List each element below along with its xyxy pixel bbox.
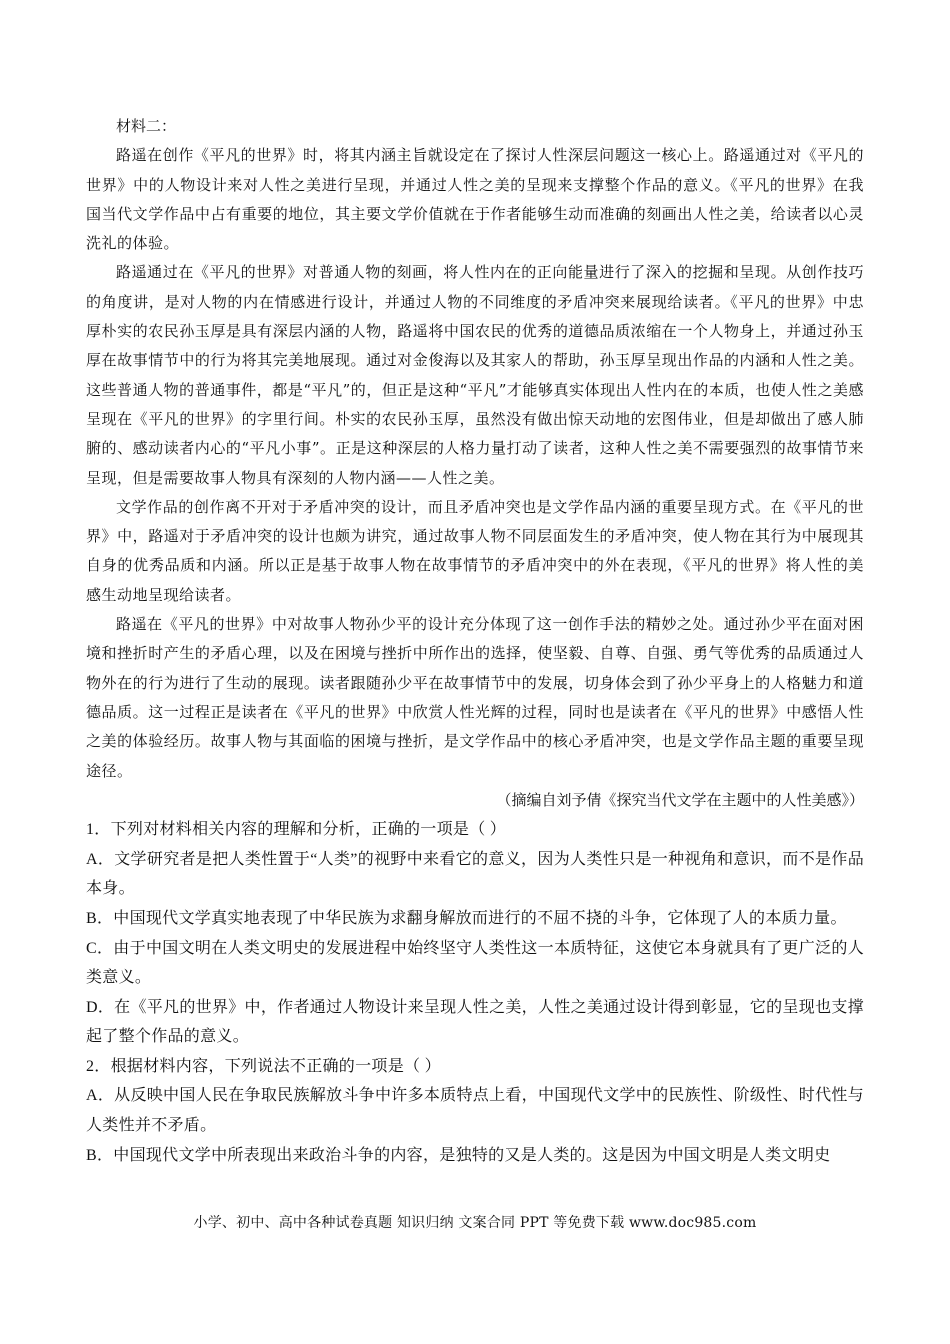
option-b: B．中国现代文学真实地表现了中华民族为求翻身解放而进行的不屈不挠的斗争，它体现了人的本质力量。	[86, 909, 847, 927]
paragraph-2: 路遥通过在《平凡的世界》对普通人物的刻画，将人性内在的正向能量进行了深入的挖掘和呈现。从创作技巧的角度讲，是对人物的内在情感进行设计，并通过人物的不同维度的矛盾冲突来展现给读者。《平凡的世界》中忠厚朴实的农民孙玉厚是具有深层内涵的人物，路遥将中国农民的优秀的道德品质浓缩在一个人物身上，并通过孙玉厚在故事情节中的行为将其完美地展现。通过对金俊海以及其家人的帮助，孙玉厚呈现出作品的内涵和人性之美。这些普通人物的普通事件，都是“平凡”的，但正是这种“平凡”才能够真实体现出人性内在的本质，也使人性之美感呈现在《平凡的世界》的字里行间。朴实的农民孙玉厚，虽然没有做出惊天动地的宏图伟业，但是却做出了感人肺腑的、感动读者内心的“平凡小事”。正是这种深层的人格力量打动了读者，这种人性之美不需要强烈的故事情节来呈现，但是需要故事人物具有深刻的人物内涵——人性之美。	[86, 263, 864, 487]
material-heading: 材料二：	[116, 117, 177, 135]
page-footer: 小学、初中、高中各种试卷真题 知识归纳 文案合同 PPT 等免费下载 www.doc985.com	[193, 1215, 757, 1231]
question-2	[86, 1052, 864, 1170]
option-b: B．中国现代文学中所表现出来政治斗争的内容，是独特的又是人类的。这是因为中国文明是人类文明史	[86, 1146, 831, 1164]
paragraph-3: 文学作品的创作离不开对于矛盾冲突的设计，而且矛盾冲突也是文学作品内涵的重要呈现方式。在《平凡的世界》中，路遥对于矛盾冲突的设计也颇为讲究，通过故事人物不同层面发生的矛盾冲突，使人物在其行为中展现其自身的优秀品质和内涵。所以正是基于故事人物在故事情节的矛盾冲突中的外在表现，《平凡的世界》将人性的美感生动地呈现给读者。	[86, 497, 864, 604]
paragraph-4: 路遥在《平凡的世界》中对故事人物孙少平的设计充分体现了这一创作手法的精妙之处。通过孙少平在面对困境和挫折时产生的矛盾心理，以及在困境与挫折中所作出的选择，使坚毅、自尊、自强、勇气等优秀的品质通过人物外在的行为进行了生动的展现。读者跟随孙少平在故事情节中的发展，切身体会到了孙少平身上的人格魅力和道德品质。这一过程正是读者在《平凡的世界》中欣赏人性光辉的过程，同时也是读者在《平凡的世界》中感悟人性之美的体验经历。故事人物与其面临的困境与挫折，是文学作品中的核心矛盾冲突，也是文学作品主题的重要呈现途径。	[86, 615, 864, 780]
question-stem: 1．下列对材料相关内容的理解和分析，正确的一项是（ ）	[86, 821, 507, 839]
source-citation: （摘编自刘予倩《探究当代文学在主题中的人性美感》）	[496, 790, 864, 809]
option-a: A．从反映中国人民在争取民族解放斗争中许多本质特点上看，中国现代文学中的民族性、阶级性、时代性与人类性并不矛盾。	[86, 1087, 864, 1135]
paragraph-1: 路遥在创作《平凡的世界》时，将其内涵主旨就设定在了探讨人性深层问题这一核心上。路遥通过对《平凡的世界》中的人物设计来对人性之美进行呈现，并通过人性之美的呈现来支撑整个作品的意义。《平凡的世界》在我国当代文学作品中占有重要的地位，其主要文学价值就在于作者能够生动而准确的刻画出人性之美，给读者以心灵洗礼的体验。	[86, 146, 864, 253]
option-d: D．在《平凡的世界》中，作者通过人物设计来呈现人性之美，人性之美通过设计得到彰显，它的呈现也支撑起了整个作品的意义。	[86, 998, 864, 1046]
question-stem: 2．根据材料内容，下列说法不正确的一项是（ ）	[86, 1057, 441, 1075]
option-a: A．文学研究者是把人类性置于“人类”的视野中来看它的意义，因为人类性只是一种视角和意识，而不是作品本身。	[86, 850, 864, 898]
document-body	[86, 112, 864, 1170]
option-c: C．由于中国文明在人类文明史的发展进程中始终坚守人类性这一本质特征，这使它本身就具有了更广泛的人类意义。	[86, 939, 864, 987]
question-1	[86, 815, 864, 1052]
